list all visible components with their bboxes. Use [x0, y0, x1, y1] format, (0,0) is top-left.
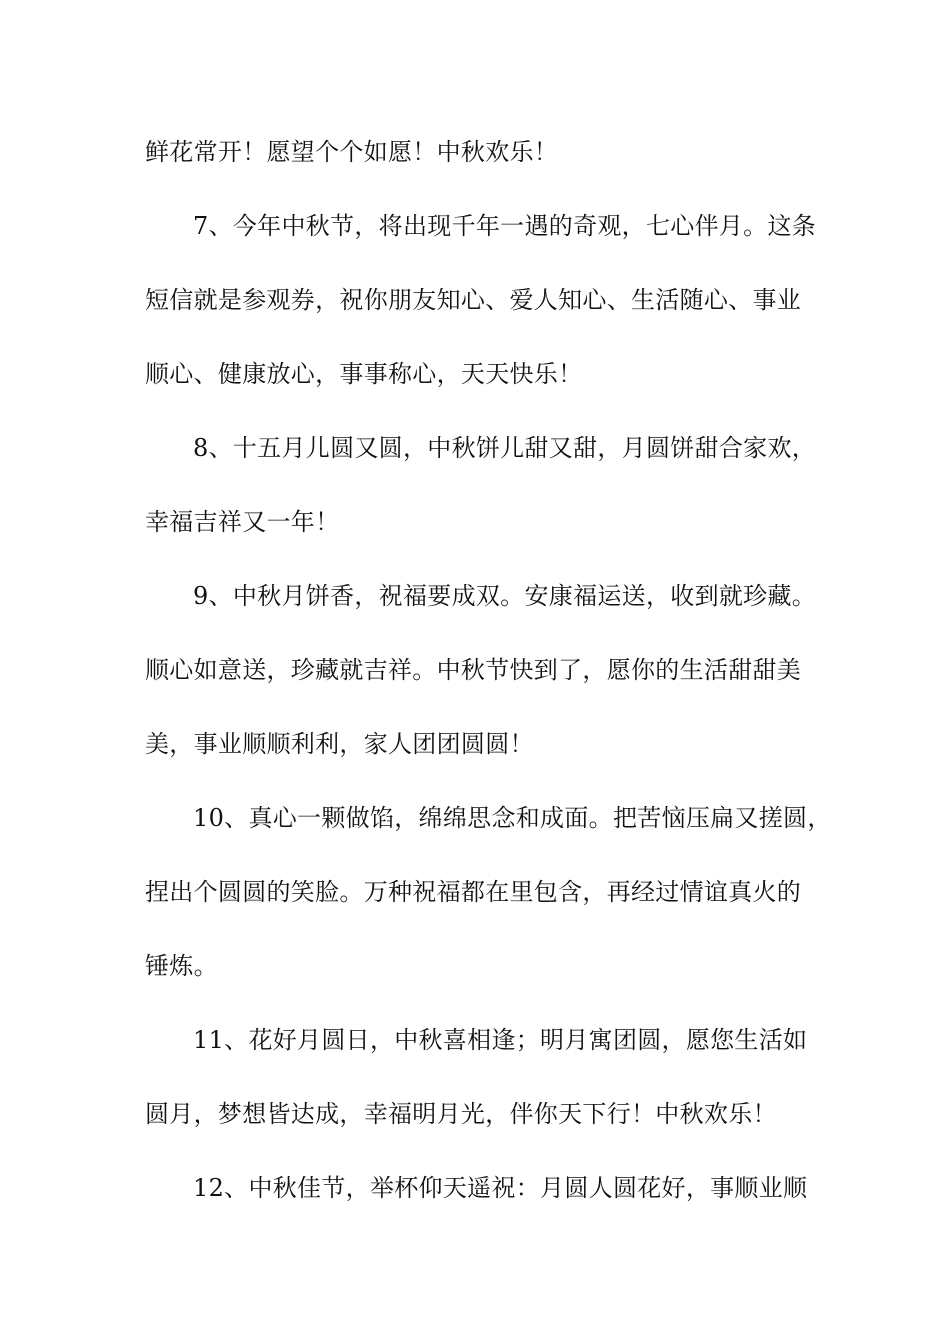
text-line: 顺心如意送，珍藏就吉祥。中秋节快到了，愿你的生活甜甜美 [145, 656, 802, 684]
paragraph-8-line-1: 8、十五月儿圆又圆，中秋饼儿甜又甜，月圆饼甜合家欢， [193, 434, 817, 462]
paragraph-7-line-1: 7、今年中秋节，将出现千年一遇的奇观，七心伴月。这条 [193, 212, 817, 240]
paragraph-10-line-1: 10、真心一颗做馅，绵绵思念和成面。把苦恼压扁又搓圆， [193, 804, 832, 832]
paragraph-9-line-1: 9、中秋月饼香，祝福要成双。安康福运送，收到就珍藏。 [193, 582, 817, 610]
text-line: 捏出个圆圆的笑脸。万种祝福都在里包含，再经过情谊真火的 [145, 878, 802, 906]
text-line: 圆月，梦想皆达成，幸福明月光，伴你天下行！中秋欢乐！ [145, 1100, 777, 1128]
paragraph-12-line-1: 12、中秋佳节，举杯仰天遥祝：月圆人圆花好，事顺业顺 [193, 1174, 808, 1202]
text-line: 幸福吉祥又一年！ [145, 508, 340, 536]
paragraph-11-line-1: 11、花好月圆日，中秋喜相逢；明月寓团圆，愿您生活如 [193, 1026, 808, 1054]
text-line: 美，事业顺顺利利，家人团团圆圆！ [145, 730, 534, 758]
text-line: 锤炼。 [145, 952, 218, 980]
text-line: 鲜花常开！愿望个个如愿！中秋欢乐！ [145, 138, 559, 166]
text-line: 顺心、健康放心，事事称心，天天快乐！ [145, 360, 583, 388]
text-line: 短信就是参观券，祝你朋友知心、爱人知心、生活随心、事业 [145, 286, 802, 314]
